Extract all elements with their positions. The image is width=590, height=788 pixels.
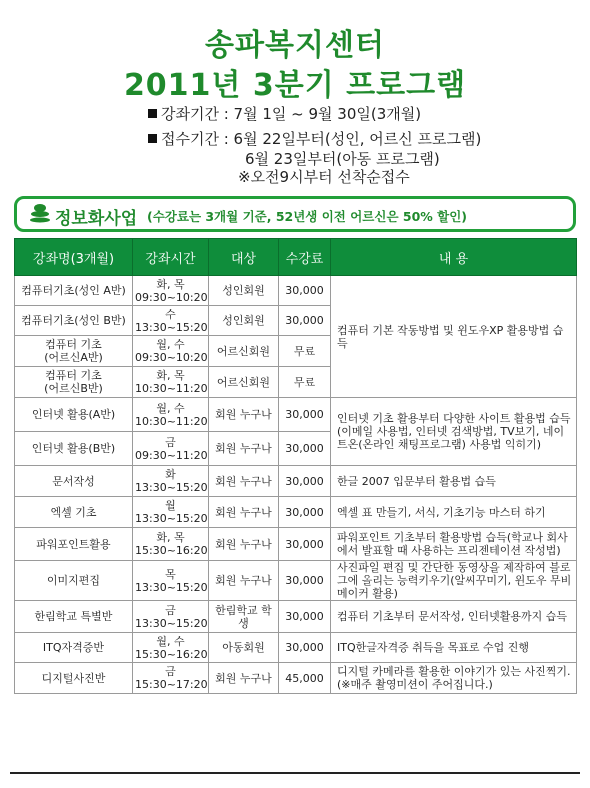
course-days: 화, 목 xyxy=(156,369,185,382)
target-cell: 회원 누구나 xyxy=(209,432,279,466)
course-hours: 15:30~16:20 xyxy=(135,647,208,661)
reception-note: ※오전9시부터 선착순접수 xyxy=(238,168,410,186)
table-row xyxy=(15,466,577,497)
target-cell: 회원 누구나 xyxy=(209,663,279,694)
course-days: 월, 수 xyxy=(156,338,185,351)
course-days: 금 xyxy=(165,603,176,617)
course-name-cell: 이미지편집 xyxy=(15,561,133,601)
content-cell: 컴퓨터 기본 작동방법 및 윈도우XP 활용방법 습득 xyxy=(331,276,577,398)
course-name-cell: 인터넷 활용(B반) xyxy=(15,432,133,466)
section-note: (수강료는 3개월 기준, 52년생 이전 어르신은 50% 할인) xyxy=(147,209,467,224)
course-days: 수 xyxy=(165,307,176,321)
course-time-cell xyxy=(133,528,209,561)
section-banner xyxy=(14,196,576,232)
fee-cell: 45,000 xyxy=(279,663,331,694)
fee-cell: 무료 xyxy=(279,367,331,398)
content-cell: 파워포인트 기초부터 활용방법 습득(학교나 회사에서 발표할 때 사용하는 프리젠테이션 작성법) xyxy=(331,528,577,561)
table-header-row xyxy=(15,239,577,276)
content-cell: 한글 2007 입문부터 활용법 습득 xyxy=(331,466,577,497)
course-days: 목 xyxy=(165,567,176,581)
table-row xyxy=(15,601,577,633)
reception-period-text: 접수기간 : 6월 22일부터(성인, 어르신 프로그램) xyxy=(161,130,482,148)
fee-cell: 30,000 xyxy=(279,398,331,432)
course-days: 금 xyxy=(165,435,176,449)
fee-cell: 30,000 xyxy=(279,276,331,306)
content-cell: 디지털 카메라를 활용한 이야기가 있는 사진찍기.(※매주 촬영미션이 주어집니다.) xyxy=(331,663,577,694)
content-cell: 컴퓨터 기초부터 문서작성, 인터넷활용까지 습득 xyxy=(331,601,577,633)
course-name-cell: 디지털사진반 xyxy=(15,663,133,694)
content-cell: 엑셀 표 만들기, 서식, 기초기능 마스터 하기 xyxy=(331,497,577,528)
course-period xyxy=(148,103,421,124)
course-hours: 10:30~11:20 xyxy=(135,382,208,395)
course-name-cell: 컴퓨터기초(성인 A반) xyxy=(15,276,133,306)
course-time-cell xyxy=(133,663,209,694)
program-table xyxy=(14,238,577,694)
fee-cell: 30,000 xyxy=(279,601,331,633)
course-time-cell xyxy=(133,336,209,367)
course-days: 월, 수 xyxy=(156,634,185,648)
course-time-cell xyxy=(133,561,209,601)
course-hours: 13:30~15:20 xyxy=(135,580,208,594)
target-cell: 한림학교 학생 xyxy=(209,601,279,633)
course-name-cell: 엑셀 기초 xyxy=(15,497,133,528)
course-days: 월, 수 xyxy=(156,401,185,415)
table-row xyxy=(15,276,577,306)
target-cell: 아동회원 xyxy=(209,633,279,663)
fee-cell: 30,000 xyxy=(279,528,331,561)
table-row xyxy=(15,497,577,528)
col-header-content: 내 용 xyxy=(331,239,577,276)
col-header-time: 강좌시간 xyxy=(133,239,209,276)
tree-logo-icon xyxy=(29,203,51,225)
reception-period xyxy=(148,128,481,149)
course-hours: 15:30~16:20 xyxy=(135,544,208,557)
course-time-cell xyxy=(133,306,209,336)
page-subtitle: 2011년 3분기 프로그램 xyxy=(123,68,467,103)
course-name-cell: 컴퓨터 기초 (어르신B반) xyxy=(15,367,133,398)
course-time-cell xyxy=(133,633,209,663)
course-hours: 13:30~15:20 xyxy=(135,320,208,334)
course-days: 금 xyxy=(165,665,176,678)
course-name-cell: 한림학교 특별반 xyxy=(15,601,133,633)
fee-cell: 무료 xyxy=(279,336,331,367)
square-bullet-icon xyxy=(148,134,157,143)
col-header-course: 강좌명(3개월) xyxy=(15,239,133,276)
course-hours: 13:30~15:20 xyxy=(135,512,208,525)
col-header-target: 대상 xyxy=(209,239,279,276)
fee-cell: 30,000 xyxy=(279,432,331,466)
course-name-cell: 컴퓨터 기초 (어르신A반) xyxy=(15,336,133,367)
fee-cell: 30,000 xyxy=(279,466,331,497)
course-days: 화, 목 xyxy=(156,277,185,291)
course-hours: 09:30~10:20 xyxy=(135,290,208,304)
square-bullet-icon xyxy=(148,109,157,118)
course-name-cell: 문서작성 xyxy=(15,466,133,497)
table-row xyxy=(15,561,577,601)
target-cell: 회원 누구나 xyxy=(209,497,279,528)
course-name-cell: 인터넷 활용(A반) xyxy=(15,398,133,432)
course-hours: 13:30~15:20 xyxy=(135,481,208,494)
fee-cell: 30,000 xyxy=(279,633,331,663)
table-row xyxy=(15,633,577,663)
course-hours: 09:30~11:20 xyxy=(135,448,208,462)
table-row xyxy=(15,398,577,432)
course-days: 월 xyxy=(165,499,176,512)
course-hours: 09:30~10:20 xyxy=(135,351,208,364)
table-row xyxy=(15,663,577,694)
col-header-fee: 수강료 xyxy=(279,239,331,276)
target-cell: 성인회원 xyxy=(209,276,279,306)
target-cell: 회원 누구나 xyxy=(209,398,279,432)
course-days: 화, 목 xyxy=(156,531,185,544)
target-cell: 어르신회원 xyxy=(209,336,279,367)
target-cell: 성인회원 xyxy=(209,306,279,336)
target-cell: 회원 누구나 xyxy=(209,561,279,601)
course-hours: 13:30~15:20 xyxy=(135,616,208,630)
course-name-cell: 파워포인트활용 xyxy=(15,528,133,561)
course-time-cell xyxy=(133,466,209,497)
content-cell: ITQ한글자격증 취득을 목표로 수업 진행 xyxy=(331,633,577,663)
course-time-cell xyxy=(133,601,209,633)
course-time-cell xyxy=(133,432,209,466)
course-time-cell xyxy=(133,367,209,398)
course-time-cell xyxy=(133,398,209,432)
course-name-cell: ITQ자격증반 xyxy=(15,633,133,663)
course-name-cell: 컴퓨터기초(성인 B반) xyxy=(15,306,133,336)
fee-cell: 30,000 xyxy=(279,561,331,601)
reception-period-line2: 6월 23일부터(아동 프로그램) xyxy=(245,150,440,168)
fee-cell: 30,000 xyxy=(279,497,331,528)
table-row xyxy=(15,528,577,561)
content-cell: 인터넷 기초 활용부터 다양한 사이트 활용법 습득(이메일 사용법, 인터넷 검색방법, TV보기, 네이트온(온라인 채팅프로그램) 사용법 익히기) xyxy=(331,398,577,466)
content-cell: 사진파일 편집 및 간단한 동영상을 제작하여 블로그에 올리는 능력키우기(알씨꾸미기, 윈도우 무비메이커 활용) xyxy=(331,561,577,601)
target-cell: 회원 누구나 xyxy=(209,528,279,561)
section-title: 정보화사업 xyxy=(55,209,138,229)
bottom-divider xyxy=(10,772,580,774)
course-time-cell xyxy=(133,276,209,306)
target-cell: 어르신회원 xyxy=(209,367,279,398)
course-time-cell xyxy=(133,497,209,528)
course-period-text: 강좌기간 : 7월 1일 ~ 9월 30일(3개월) xyxy=(161,105,422,123)
course-hours: 10:30~11:20 xyxy=(135,414,208,428)
course-days: 화 xyxy=(165,468,176,481)
target-cell: 회원 누구나 xyxy=(209,466,279,497)
fee-cell: 30,000 xyxy=(279,306,331,336)
course-hours: 15:30~17:20 xyxy=(135,678,208,691)
page-title: 송파복지센터 xyxy=(205,28,385,63)
